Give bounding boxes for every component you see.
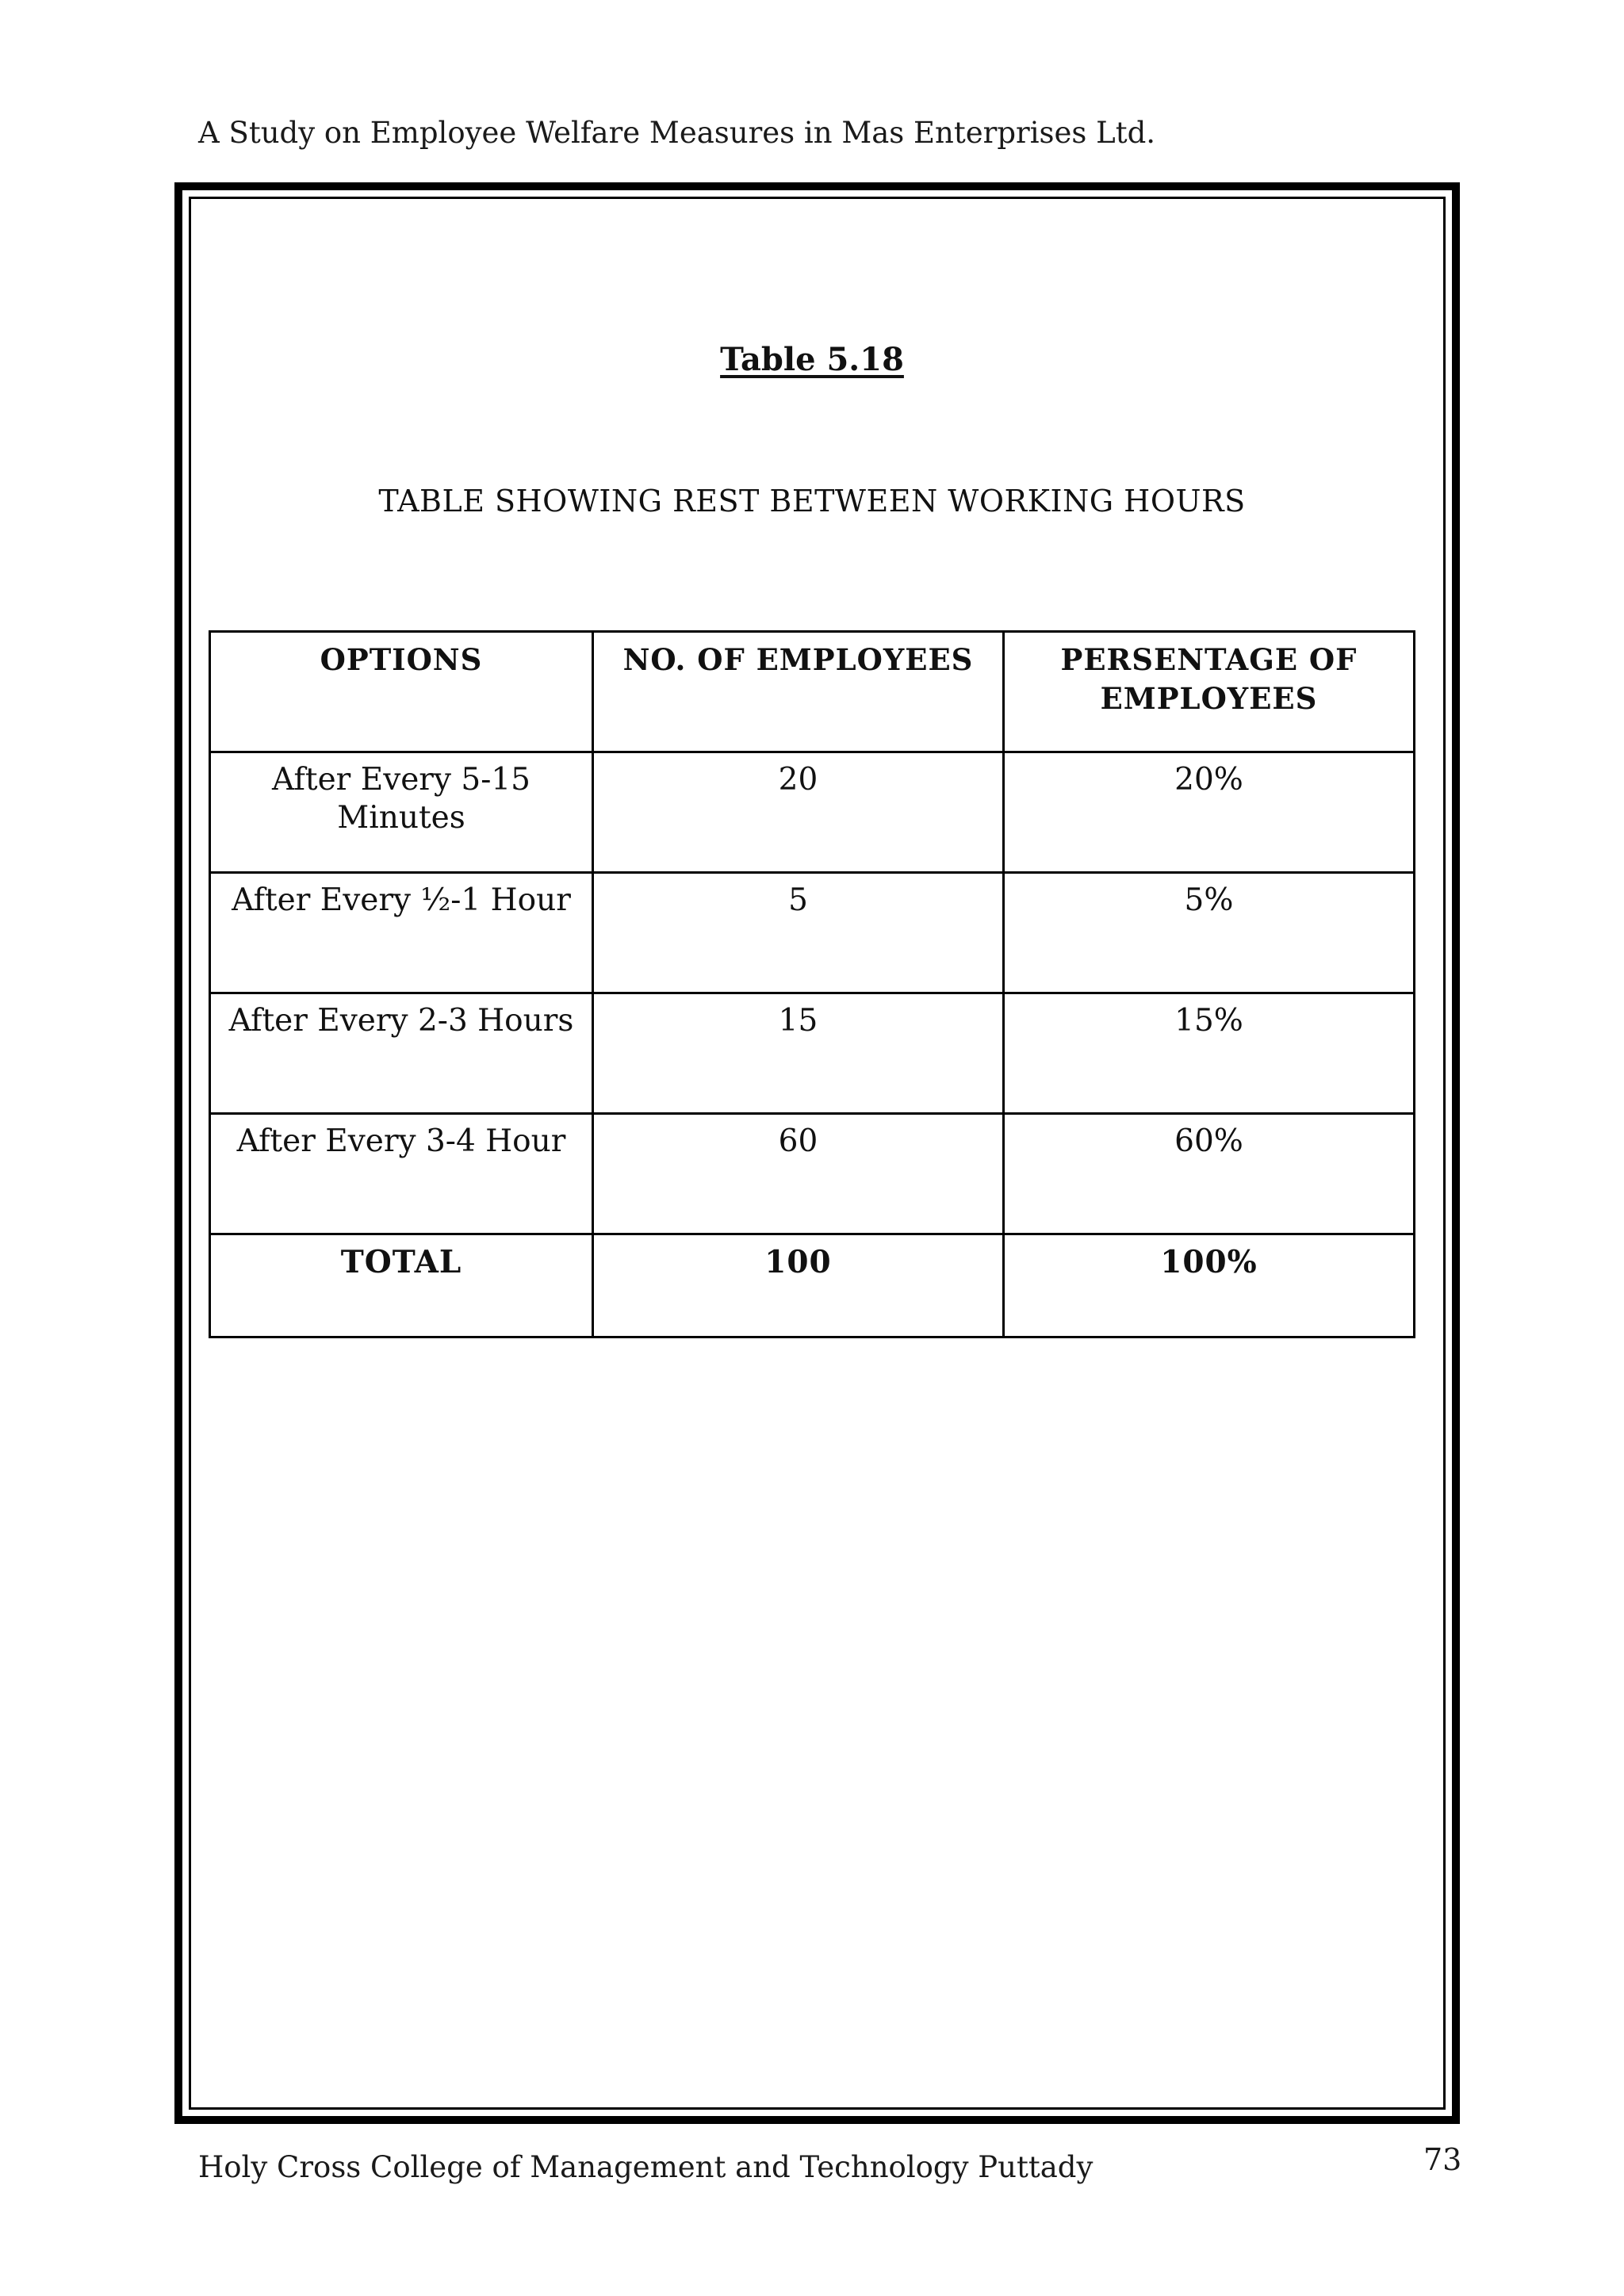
count-cell: 15 bbox=[593, 993, 1004, 1114]
percent-cell: 5% bbox=[1003, 873, 1414, 993]
page-number: 73 bbox=[1423, 2142, 1462, 2177]
column-header-count: NO. OF EMPLOYEES bbox=[593, 632, 1004, 752]
count-cell: 20 bbox=[593, 752, 1004, 873]
option-cell: After Every 3-4 Hour bbox=[210, 1114, 593, 1234]
table-number: Table 5.18 bbox=[720, 341, 904, 378]
option-cell: After Every 5-15 Minutes bbox=[210, 752, 593, 873]
rest-hours-table bbox=[209, 630, 1415, 1338]
percent-cell: 15% bbox=[1003, 993, 1414, 1114]
page-header: A Study on Employee Welfare Measures in Mas Enterprises Ltd. bbox=[198, 116, 1156, 150]
count-cell: 60 bbox=[593, 1114, 1004, 1234]
table-header-row bbox=[210, 632, 1415, 752]
count-cell: 5 bbox=[593, 873, 1004, 993]
option-cell: After Every 2-3 Hours bbox=[210, 993, 593, 1114]
table-row bbox=[210, 873, 1415, 993]
total-count-cell: 100 bbox=[593, 1234, 1004, 1337]
column-header-options: OPTIONS bbox=[210, 632, 593, 752]
total-label-cell: TOTAL bbox=[210, 1234, 593, 1337]
percent-cell: 60% bbox=[1003, 1114, 1414, 1234]
column-header-percent: PERSENTAGE OF EMPLOYEES bbox=[1003, 632, 1414, 752]
option-cell: After Every ½-1 Hour bbox=[210, 873, 593, 993]
total-row bbox=[210, 1234, 1415, 1337]
total-percent-cell: 100% bbox=[1003, 1234, 1414, 1337]
percent-cell: 20% bbox=[1003, 752, 1414, 873]
page-footer: Holy Cross College of Management and Technology Puttady bbox=[198, 2150, 1094, 2184]
table-row bbox=[210, 993, 1415, 1114]
table-caption: TABLE SHOWING REST BETWEEN WORKING HOURS bbox=[378, 484, 1246, 519]
table-row bbox=[210, 1114, 1415, 1234]
table-row bbox=[210, 752, 1415, 873]
